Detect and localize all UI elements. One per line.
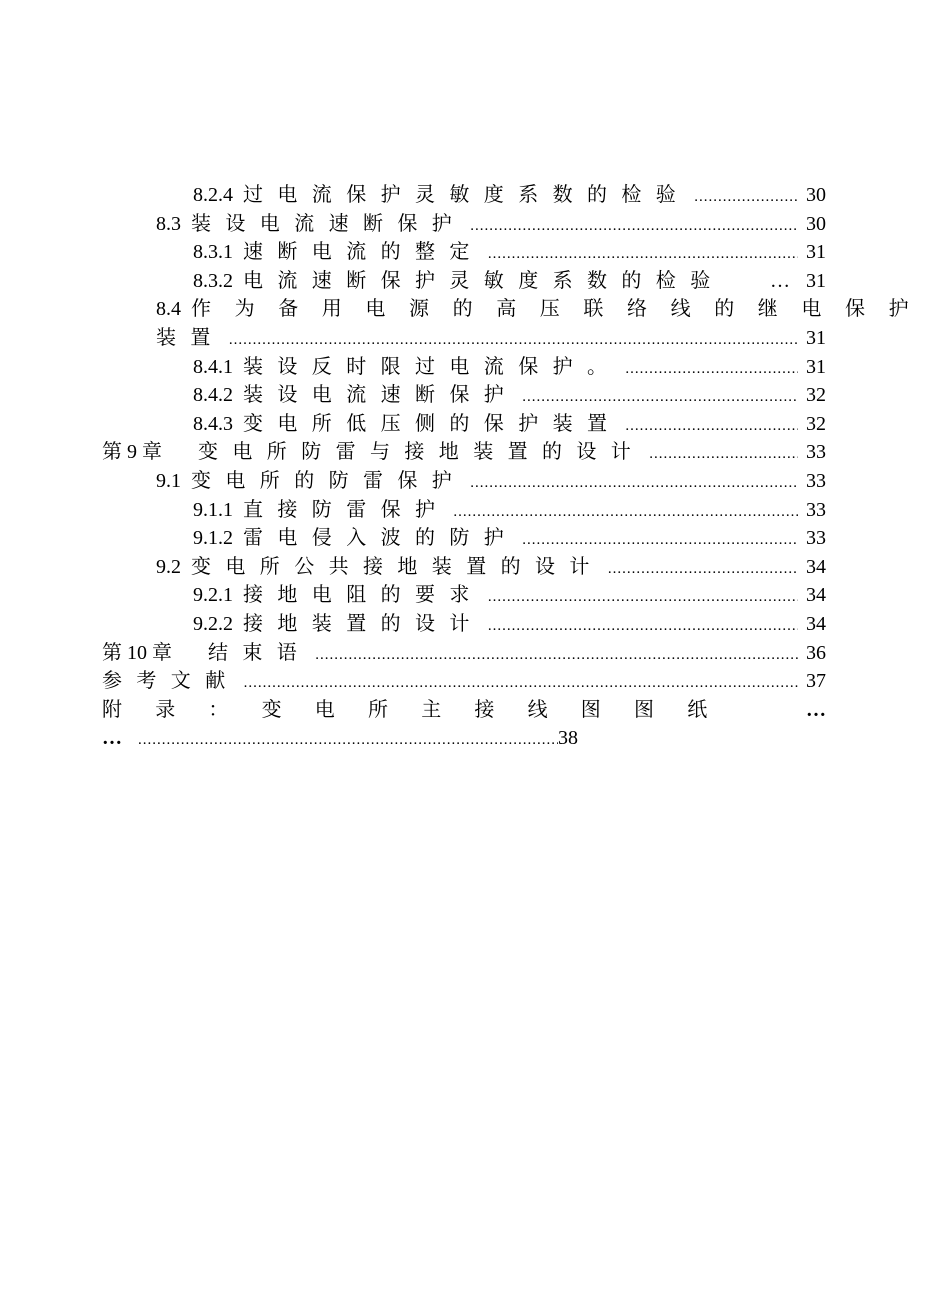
toc-entry-9-1-1[interactable] bbox=[102, 496, 826, 525]
toc-title: 附录：变电所主接线图图纸 bbox=[102, 698, 741, 721]
toc-title: 电流速断保护灵敏度系数的检验 bbox=[243, 269, 725, 292]
toc-ellipsis: … bbox=[102, 727, 122, 750]
toc-leader bbox=[315, 641, 798, 670]
toc-ellipsis: … bbox=[806, 698, 826, 721]
toc-number: 9.1 bbox=[156, 469, 181, 492]
toc-number: 8.3 bbox=[156, 212, 181, 235]
toc-page: 33 bbox=[806, 469, 826, 492]
toc-page: 37 bbox=[806, 670, 826, 693]
toc-title: 装设反时限过电流保护。 bbox=[243, 355, 622, 378]
toc-number: 9.2 bbox=[156, 555, 181, 578]
toc-leader bbox=[470, 212, 798, 241]
toc-entry-8-4-2[interactable] bbox=[102, 381, 826, 410]
toc-page: 32 bbox=[806, 412, 826, 435]
toc-leader bbox=[488, 612, 798, 641]
toc-number: 第 9 章 bbox=[102, 441, 162, 464]
toc-leader bbox=[649, 440, 798, 469]
toc-title: 变电所公共接地装置的设计 bbox=[191, 555, 604, 578]
toc-title: 参考文献 bbox=[102, 670, 240, 693]
toc-page: 31 bbox=[806, 269, 826, 292]
toc-number: 8.4.3 bbox=[193, 412, 233, 435]
toc-ellipsis: … bbox=[770, 269, 790, 292]
toc-entry-8-4-3[interactable] bbox=[102, 410, 826, 439]
table-of-contents bbox=[102, 181, 933, 753]
toc-page: 33 bbox=[806, 527, 826, 550]
toc-leader bbox=[470, 469, 798, 498]
toc-leader bbox=[488, 583, 798, 612]
toc-title: 变电所的防雷保护 bbox=[191, 469, 467, 492]
toc-title: 速断电流的整定 bbox=[243, 241, 484, 264]
toc-entry-9-2-1[interactable] bbox=[102, 581, 826, 610]
toc-title: 直接防雷保护 bbox=[243, 498, 450, 521]
toc-page: 38 bbox=[558, 727, 578, 750]
toc-entry-8-4-line2[interactable] bbox=[102, 324, 826, 353]
toc-title: 接地装置的设计 bbox=[243, 612, 484, 635]
toc-entry-9-2[interactable] bbox=[102, 553, 826, 582]
toc-title: 结束语 bbox=[208, 641, 312, 664]
toc-leader bbox=[694, 183, 798, 212]
toc-entry-8-3-1[interactable] bbox=[102, 238, 826, 267]
toc-page: 31 bbox=[806, 241, 826, 264]
toc-entry-8-4-1[interactable] bbox=[102, 353, 826, 382]
toc-entry-8-2-4[interactable] bbox=[102, 181, 826, 210]
toc-title: 作为备用电源的高压联络线的继电保护 bbox=[191, 298, 933, 321]
toc-page: 33 bbox=[806, 498, 826, 521]
toc-leader bbox=[229, 326, 798, 355]
toc-leader bbox=[522, 526, 798, 555]
toc-entry-9-2-2[interactable] bbox=[102, 610, 826, 639]
toc-entry-8-3[interactable] bbox=[102, 210, 826, 239]
toc-number: 8.2.4 bbox=[193, 184, 233, 206]
toc-number: 9.2.2 bbox=[193, 612, 233, 635]
toc-title: 雷电侵入波的防护 bbox=[243, 527, 519, 550]
toc-title: 装设电流速断保护 bbox=[191, 212, 467, 235]
toc-leader bbox=[522, 383, 798, 412]
toc-number: 8.4 bbox=[156, 298, 181, 321]
toc-page: 36 bbox=[806, 641, 826, 664]
toc-page: 34 bbox=[806, 555, 826, 578]
toc-page: 32 bbox=[806, 384, 826, 407]
toc-entry-8-3-2[interactable] bbox=[102, 267, 826, 296]
toc-leader bbox=[453, 498, 798, 527]
toc-number: 9.2.1 bbox=[193, 584, 233, 607]
toc-number: 8.4.1 bbox=[193, 355, 233, 378]
toc-leader bbox=[138, 726, 558, 755]
toc-entry-9-1[interactable] bbox=[102, 467, 826, 496]
toc-entry-appendix-line2[interactable] bbox=[102, 724, 826, 753]
toc-page: 30 bbox=[806, 212, 826, 235]
toc-page: 34 bbox=[806, 584, 826, 607]
toc-page: 34 bbox=[806, 612, 826, 635]
toc-title-continued: 装置 bbox=[156, 326, 225, 349]
toc-leader bbox=[625, 412, 798, 441]
toc-entry-chapter-9[interactable] bbox=[102, 438, 826, 467]
toc-page: 30 bbox=[806, 184, 826, 206]
toc-number: 9.1.2 bbox=[193, 527, 233, 550]
toc-entry-references[interactable] bbox=[102, 667, 826, 696]
toc-title: 变电所防雷与接地装置的设计 bbox=[198, 441, 646, 464]
toc-page: 33 bbox=[806, 441, 826, 464]
toc-title: 接地电阻的要求 bbox=[243, 584, 484, 607]
toc-leader bbox=[244, 669, 798, 698]
toc-number: 8.3.1 bbox=[193, 241, 233, 264]
toc-title: 过电流保护灵敏度系数的检验 bbox=[243, 184, 691, 206]
toc-entry-appendix-line1[interactable] bbox=[102, 696, 826, 725]
toc-number: 9.1.1 bbox=[193, 498, 233, 521]
toc-number: 8.4.2 bbox=[193, 384, 233, 407]
toc-number: 8.3.2 bbox=[193, 269, 233, 292]
toc-title: 装设电流速断保护 bbox=[243, 384, 519, 407]
toc-entry-chapter-10[interactable] bbox=[102, 639, 826, 668]
toc-entry-8-4-line1[interactable] bbox=[102, 295, 933, 324]
toc-leader bbox=[625, 355, 798, 384]
toc-page: 31 bbox=[806, 355, 826, 378]
toc-entry-9-1-2[interactable] bbox=[102, 524, 826, 553]
toc-leader bbox=[608, 555, 798, 584]
toc-title: 变电所低压侧的保护装置 bbox=[243, 412, 622, 435]
toc-page: 31 bbox=[806, 326, 826, 349]
toc-number: 第 10 章 bbox=[102, 641, 172, 664]
toc-leader bbox=[488, 240, 798, 269]
